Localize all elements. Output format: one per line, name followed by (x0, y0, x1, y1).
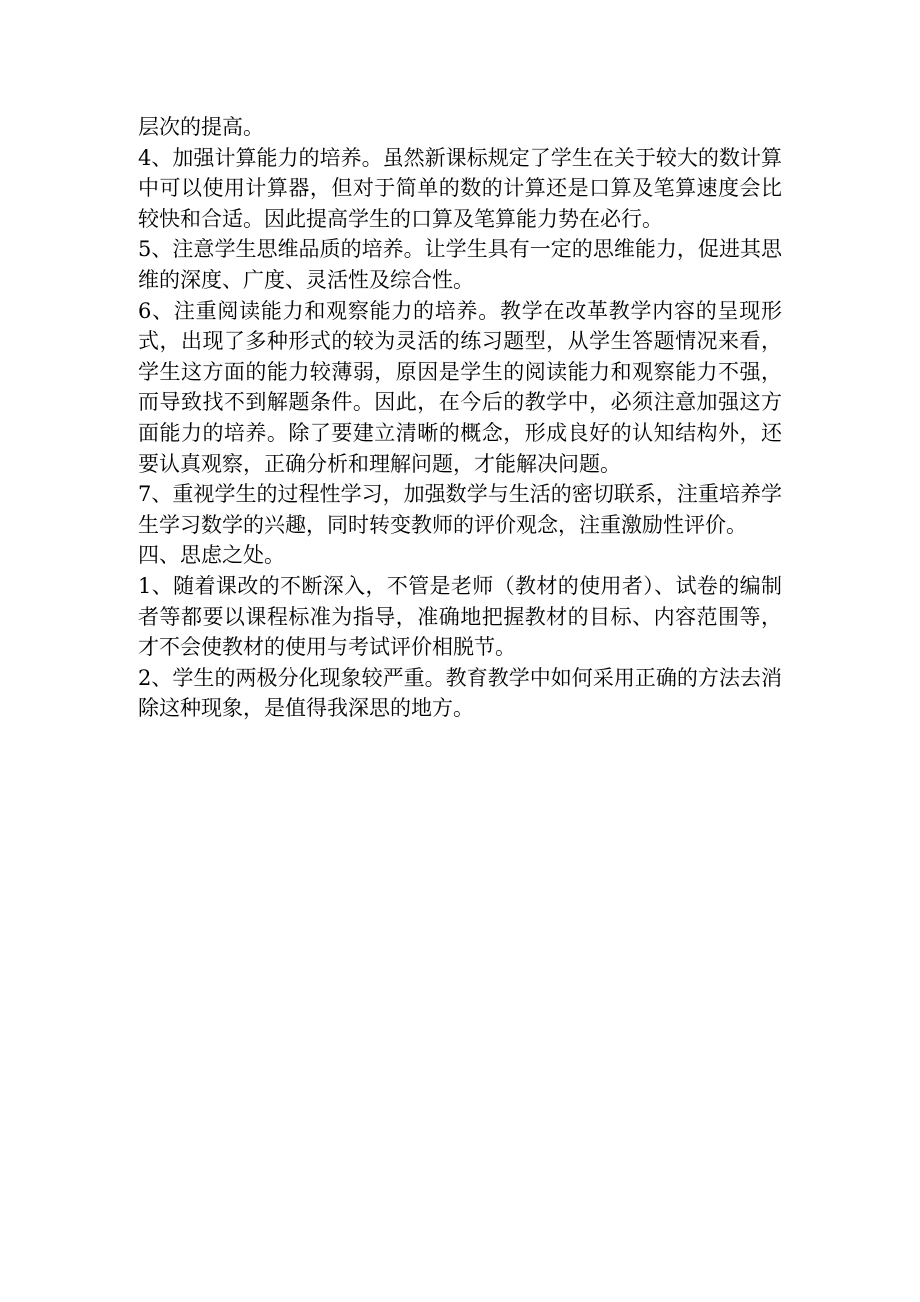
paragraph-item-7: 7、重视学生的过程性学习，加强数学与生活的密切联系，注重培养学生学习数学的兴趣，同时转变教师的评价观念，注重激励性评价。 (138, 482, 782, 537)
paragraph-item-4: 4、加强计算能力的培养。虽然新课标规定了学生在关于较大的数计算中可以使用计算器，但对于简单的数的计算还是口算及笔算速度会比较快和合适。因此提高学生的口算及笔算能力势在必行。 (138, 145, 782, 231)
paragraph-item-5: 5、注意学生思维品质的培养。让学生具有一定的思维能力，促进其思维的深度、广度、灵活性及综合性。 (138, 237, 782, 292)
document-body (138, 112, 782, 724)
paragraph-item-6: 6、注重阅读能力和观察能力的培养。教学在改革教学内容的呈现形式，出现了多种形式的较为灵活的练习题型，从学生答题情况来看，学生这方面的能力较薄弱，原因是学生的阅读能力和观察能力不强，而导致找不到解题条件。因此，在今后的教学中，必须注意加强这方面能力的培养。除了要建立清晰的概念，形成良好的认知结构外，还要认真观察，正确分析和理解问题，才能解决问题。 (138, 298, 782, 476)
paragraph-reflection-2: 2、学生的两极分化现象较严重。教育教学中如何采用正确的方法去消除这种现象，是值得我深思的地方。 (138, 665, 782, 721)
section-heading: 四、思虑之处。 (138, 543, 285, 568)
paragraph-reflection-1: 1、随着课改的不断深入，不管是老师（教材的使用者）、试卷的编制者等都要以课程标准为指导，准确地把握教材的目标、内容范围等，才不会使教材的使用与考试评价相脱节。 (138, 573, 782, 660)
paragraph-continuation: 层次的提高。 (138, 115, 264, 139)
